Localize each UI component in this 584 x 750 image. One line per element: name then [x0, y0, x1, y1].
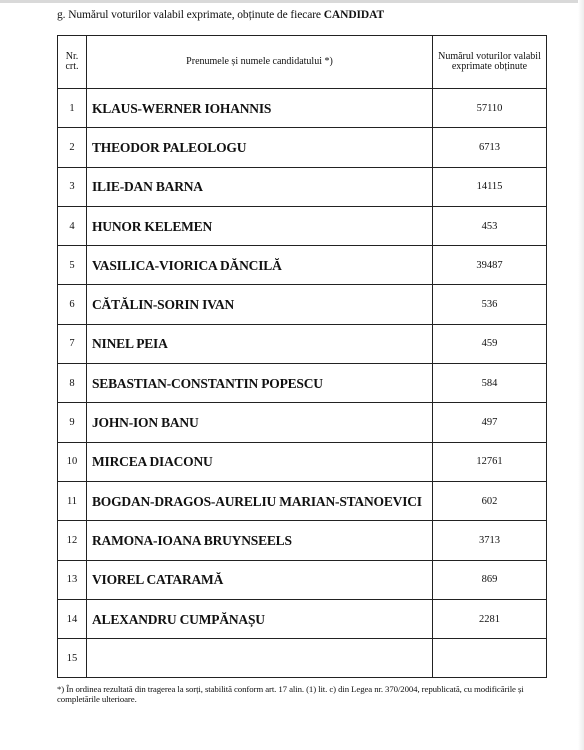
- table-row: [58, 403, 547, 442]
- header-nr: Nr. crt.: [58, 36, 87, 89]
- table-row: [58, 324, 547, 363]
- table-row: [58, 639, 547, 678]
- table-row: [58, 599, 547, 638]
- table-row: [58, 481, 547, 520]
- row-nr: 3: [58, 167, 87, 206]
- row-votes: 2281: [433, 599, 547, 638]
- row-nr: 12: [58, 521, 87, 560]
- row-candidate-name: NINEL PEIA: [87, 324, 433, 363]
- row-candidate-name: ILIE-DAN BARNA: [87, 167, 433, 206]
- row-nr: 14: [58, 599, 87, 638]
- row-candidate-name: JOHN-ION BANU: [87, 403, 433, 442]
- section-title-emphasis: CANDIDAT: [323, 9, 385, 21]
- table-row: [58, 167, 547, 206]
- table-row: [58, 521, 547, 560]
- row-nr: 1: [58, 89, 87, 128]
- row-votes: 39487: [433, 246, 547, 285]
- row-nr: 10: [58, 442, 87, 481]
- row-candidate-name: SEBASTIAN-CONSTANTIN POPESCU: [87, 364, 433, 403]
- row-nr: 15: [58, 639, 87, 678]
- row-nr: 7: [58, 324, 87, 363]
- row-nr: 4: [58, 206, 87, 245]
- row-candidate-name: VASILICA-VIORICA DĂNCILĂ: [87, 246, 433, 285]
- row-votes: 497: [433, 403, 547, 442]
- table-row: [58, 89, 547, 128]
- row-candidate-name: KLAUS-WERNER IOHANNIS: [87, 89, 433, 128]
- row-votes: 3713: [433, 521, 547, 560]
- row-candidate-name: [87, 639, 433, 678]
- table-row: [58, 128, 547, 167]
- row-candidate-name: THEODOR PALEOLOGU: [87, 128, 433, 167]
- table-header-row: [58, 36, 547, 89]
- table-row: [58, 560, 547, 599]
- row-nr: 2: [58, 128, 87, 167]
- row-votes: 584: [433, 364, 547, 403]
- row-nr: 9: [58, 403, 87, 442]
- table-row: [58, 364, 547, 403]
- page-edge: [578, 0, 584, 750]
- table-body: [58, 89, 547, 678]
- row-candidate-name: HUNOR KELEMEN: [87, 206, 433, 245]
- row-nr: 5: [58, 246, 87, 285]
- header-votes: Numărul voturilor valabil exprimate obținute: [433, 36, 547, 89]
- section-title: [57, 9, 384, 21]
- row-votes: 57110: [433, 89, 547, 128]
- row-votes: 869: [433, 560, 547, 599]
- row-nr: 11: [58, 481, 87, 520]
- footnote: *) În ordinea rezultată din tragerea la sorți, stabilită conform art. 17 alin. (1) lit. c) din Legea nr. 370/2004, republicată, cu modificările și completările ulterioare.: [57, 684, 524, 704]
- row-votes: 14115: [433, 167, 547, 206]
- row-nr: 6: [58, 285, 87, 324]
- top-strip: [0, 0, 584, 3]
- row-candidate-name: BOGDAN-DRAGOS-AURELIU MARIAN-STANOEVICI: [87, 481, 433, 520]
- row-votes: 453: [433, 206, 547, 245]
- row-nr: 13: [58, 560, 87, 599]
- row-candidate-name: MIRCEA DIACONU: [87, 442, 433, 481]
- row-candidate-name: ALEXANDRU CUMPĂNAȘU: [87, 599, 433, 638]
- section-title-text: g. Numărul voturilor valabil exprimate, obținute de fiecare: [57, 9, 321, 21]
- row-votes: 6713: [433, 128, 547, 167]
- table-row: [58, 206, 547, 245]
- row-candidate-name: CĂTĂLIN-SORIN IVAN: [87, 285, 433, 324]
- results-table: [57, 35, 547, 678]
- row-nr: 8: [58, 364, 87, 403]
- row-candidate-name: RAMONA-IOANA BRUYNSEELS: [87, 521, 433, 560]
- table-row: [58, 246, 547, 285]
- row-votes: 602: [433, 481, 547, 520]
- row-votes: 12761: [433, 442, 547, 481]
- row-votes: [433, 639, 547, 678]
- table-row: [58, 442, 547, 481]
- row-votes: 536: [433, 285, 547, 324]
- row-candidate-name: VIOREL CATARAMĂ: [87, 560, 433, 599]
- table-row: [58, 285, 547, 324]
- header-name: Prenumele și numele candidatului *): [87, 36, 433, 89]
- row-votes: 459: [433, 324, 547, 363]
